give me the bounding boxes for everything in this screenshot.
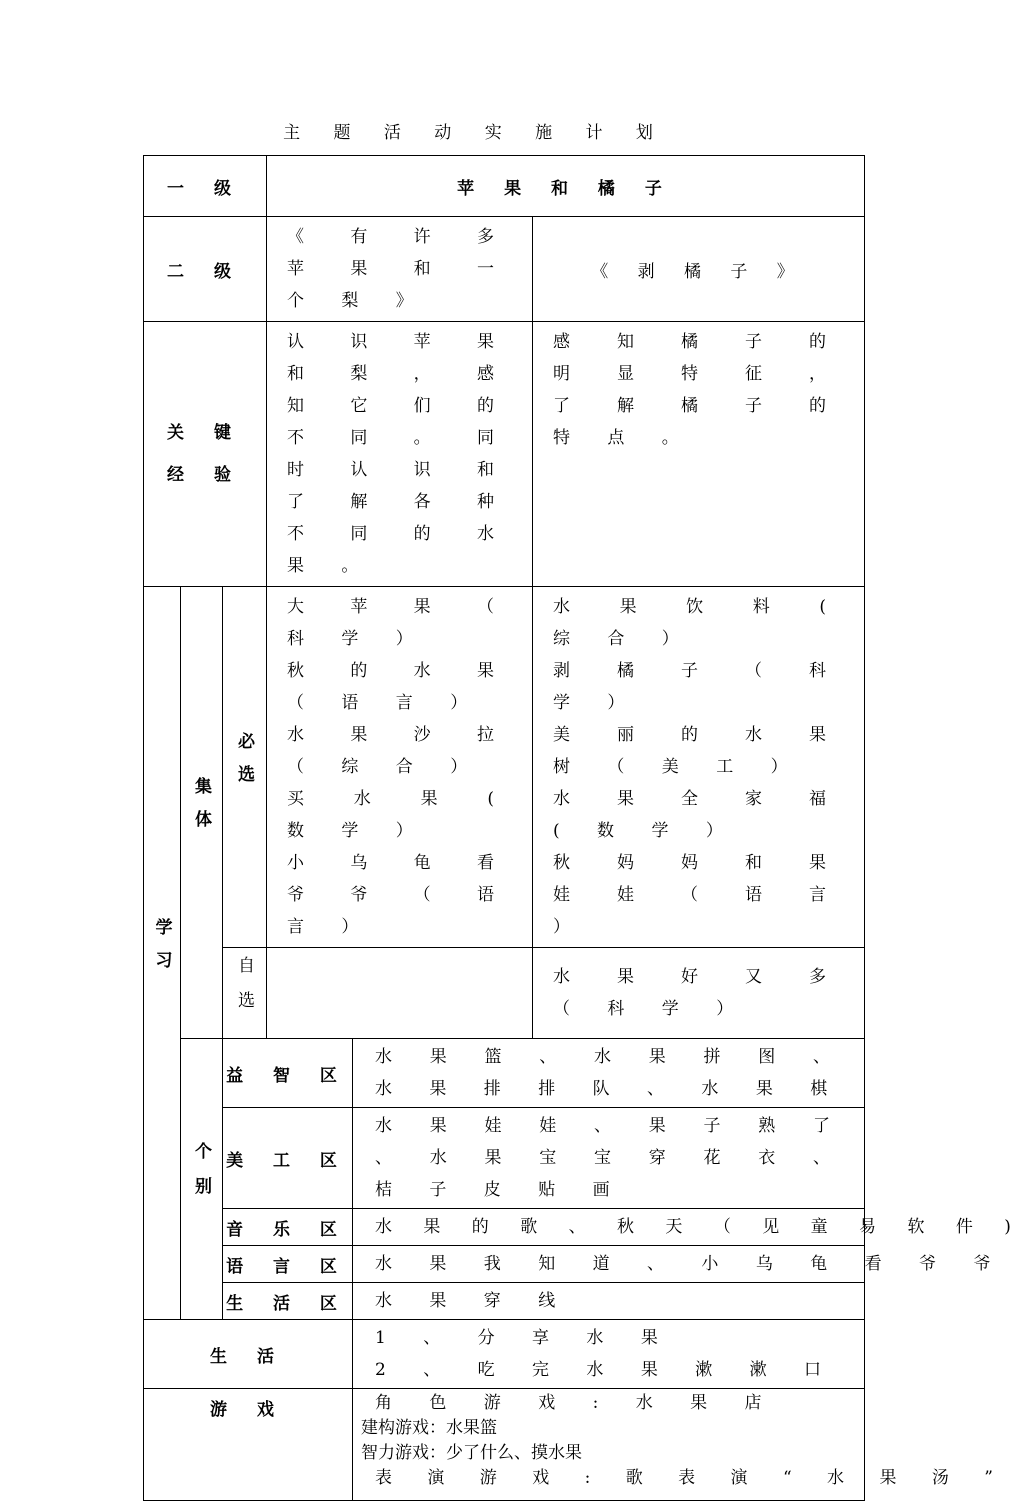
optional-left bbox=[267, 948, 533, 1039]
level2-row bbox=[144, 217, 865, 322]
list-item: 水 果 饮 料 ( 综 合 ） bbox=[553, 597, 842, 649]
area-content: 水 果 娃 娃 、 果 子 熟 了 、 水 果 宝 宝 穿 花 衣 、 桔 子 皮 贴 画 bbox=[353, 1108, 865, 1209]
study-optional-row bbox=[144, 948, 865, 1039]
level2-left: 《 有 许 多 苹 果 和 一 个 梨 》 bbox=[267, 217, 533, 322]
game-list bbox=[353, 1389, 1008, 1501]
key-experience-row bbox=[144, 322, 865, 587]
key-experience-right: 感 知 橘 子 的 明 显 特 征 ， 了 解 橘 子 的 特 点 。 bbox=[533, 322, 865, 587]
list-item: 智力游戏：少了什么、摸水果 bbox=[361, 1443, 582, 1463]
life-list bbox=[353, 1320, 865, 1389]
area-row bbox=[144, 1209, 865, 1246]
level1-row bbox=[144, 156, 865, 217]
list-item: 小 乌 龟 看 爷 爷 （ 语 言 ） bbox=[287, 853, 510, 937]
list-item: 建构游戏：水果篮 bbox=[361, 1418, 497, 1438]
list-item: 水 果 沙 拉 （ 综 合 ） bbox=[287, 725, 510, 777]
area-content: 水 果 的 歌 、 秋 天 （ 见 童 易 软 件 ) bbox=[353, 1209, 865, 1246]
optional-label: 自选 bbox=[223, 948, 267, 1039]
area-row bbox=[144, 1039, 865, 1108]
life-label: 生 活 bbox=[144, 1320, 353, 1389]
key-experience-label bbox=[144, 322, 267, 587]
list-item: 水 果 全 家 福 ( 数 学 ） bbox=[553, 789, 842, 841]
area-row bbox=[144, 1108, 865, 1209]
area-name: 美 工 区 bbox=[223, 1108, 353, 1209]
area-content: 水 果 穿 线 bbox=[353, 1283, 865, 1320]
area-name: 语 言 区 bbox=[223, 1246, 353, 1283]
key-experience-label-line1: 关 键 bbox=[167, 423, 243, 443]
area-name: 生 活 区 bbox=[223, 1283, 353, 1320]
level1-label: 一 级 bbox=[144, 156, 267, 217]
key-experience-label-line2: 经 验 bbox=[167, 465, 243, 485]
list-item: 剥 橘 子 （ 科 学 ） bbox=[553, 661, 842, 713]
list-item: 表 演 游 戏 : 歌 表 演 “ 水 果 汤 ” bbox=[375, 1468, 1008, 1488]
level2-right: 《 剥 橘 子 》 bbox=[533, 217, 865, 322]
study-label: 学习 bbox=[144, 587, 181, 1320]
list-item: 秋 妈 妈 和 果 娃 娃 （ 语 言 ） bbox=[553, 853, 842, 937]
list-item: 大 苹 果 （ 科 学 ） bbox=[287, 597, 510, 649]
required-label: 必选 bbox=[223, 587, 267, 948]
activity-plan-table bbox=[143, 155, 1024, 1501]
area-row bbox=[144, 1246, 865, 1283]
game-label: 游 戏 bbox=[144, 1389, 353, 1501]
individual-label: 个别 bbox=[181, 1039, 223, 1320]
page-title: 主 题 活 动 实 施 计 划 bbox=[283, 123, 667, 143]
required-right-list bbox=[533, 587, 865, 948]
optional-right: 水 果 好 又 多 （ 科 学 ） bbox=[533, 948, 865, 1039]
key-experience-left: 认 识 苹 果 和 梨 ， 感 知 它 们 的 不 同 。 同 时 认 识 和 了 解 各 种 不 同 的 水 果 。 bbox=[267, 322, 533, 587]
required-left-list bbox=[267, 587, 533, 948]
game-row bbox=[144, 1389, 865, 1501]
area-content: 水 果 我 知 道 、 小 乌 龟 看 爷 爷 bbox=[353, 1246, 865, 1283]
list-item: 秋 的 水 果 （ 语 言 ） bbox=[287, 661, 510, 713]
list-item: 1 、 分 享 水 果 bbox=[375, 1328, 674, 1348]
area-name: 音 乐 区 bbox=[223, 1209, 353, 1246]
list-item: 美 丽 的 水 果 树 （ 美 工 ） bbox=[553, 725, 842, 777]
area-row bbox=[144, 1283, 865, 1320]
list-item: 2 、 吃 完 水 果 漱 漱 口 bbox=[375, 1360, 838, 1380]
study-required-row bbox=[144, 587, 865, 948]
level1-value: 苹 果 和 橘 子 bbox=[267, 156, 865, 217]
area-content: 水 果 篮 、 水 果 拼 图 、 水 果 排 排 队 、 水 果 棋 bbox=[353, 1039, 865, 1108]
area-name: 益 智 区 bbox=[223, 1039, 353, 1108]
list-item: 角 色 游 戏 : 水 果 店 bbox=[375, 1393, 778, 1413]
list-item: 买 水 果 ( 数 学 ） bbox=[287, 789, 510, 841]
group-label: 集体 bbox=[181, 587, 223, 1039]
level2-label: 二 级 bbox=[144, 217, 267, 322]
life-row bbox=[144, 1320, 865, 1389]
